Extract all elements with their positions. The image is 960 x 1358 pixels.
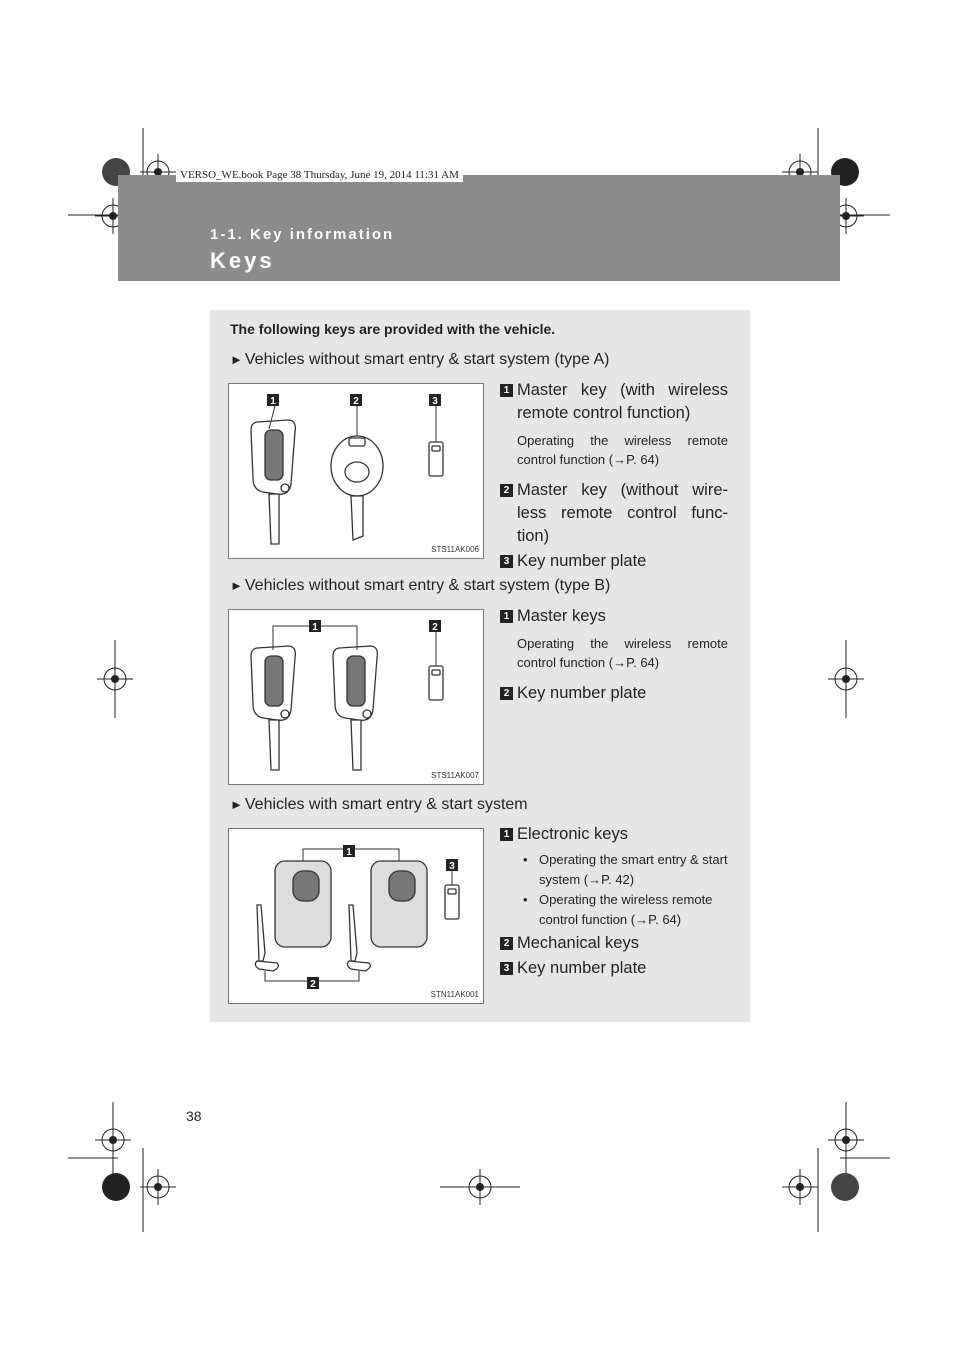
callout-number-icon: 1: [500, 828, 513, 841]
callout-number-icon: 2: [500, 937, 513, 950]
key-illustration-b: [228, 609, 484, 785]
callout-list-b: [500, 605, 728, 705]
callout-list-c: [500, 823, 728, 980]
variant-heading-text: Vehicles without smart entry & start system (type A): [244, 351, 610, 368]
intro-text: The following keys are provided with the vehicle.: [230, 321, 556, 337]
svg-text:2: 2: [432, 622, 438, 633]
page-title: Keys: [210, 248, 275, 273]
callout-label: Master key (without wire-less remote control func-tion): [517, 481, 728, 545]
callout-label: Electronic keys: [517, 825, 628, 843]
callout-number-icon: 3: [500, 962, 513, 975]
callout-number-icon: 1: [500, 610, 513, 623]
callout-label: Key number plate: [517, 684, 647, 702]
section-label: 1-1. Key information: [210, 226, 395, 243]
variant-heading-c: [230, 796, 528, 814]
callout-list-a: [500, 379, 728, 573]
bullet-item: • Operating the smart entry & start system (→P. 42): [517, 850, 728, 890]
svg-text:1: 1: [270, 396, 276, 407]
callout-item: [500, 682, 728, 705]
callout-item: [500, 550, 728, 573]
callout-number-icon: 2: [500, 687, 513, 700]
bullet-item: • Operating the wireless remote control function (→P. 64): [517, 890, 728, 930]
svg-text:3: 3: [449, 861, 455, 872]
svg-text:2: 2: [353, 396, 359, 407]
variant-heading-b: [230, 577, 610, 595]
callout-item: [500, 957, 728, 980]
callout-label: Mechanical keys: [517, 934, 639, 952]
callout-item: [500, 932, 728, 955]
callout-bullets: [500, 850, 728, 930]
callout-label: Key number plate: [517, 552, 647, 570]
callout-note: Operating the wireless remote control function (→P. 64): [517, 636, 728, 670]
page-number: 38: [186, 1108, 202, 1124]
triangle-bullet-icon: ►: [230, 578, 243, 593]
callout-label: Key number plate: [517, 959, 647, 977]
variant-heading-text: Vehicles without smart entry & start system (type B): [244, 577, 611, 594]
print-file-mark: VERSO_WE.book Page 38 Thursday, June 19, 2014 11:31 AM: [176, 168, 463, 182]
triangle-bullet-icon: ►: [230, 352, 243, 367]
callout-label: Master key (with wireless remote control function): [517, 381, 728, 422]
svg-text:3: 3: [432, 396, 438, 407]
callout-number-icon: 2: [500, 484, 513, 497]
svg-text:2: 2: [310, 979, 316, 990]
callout-item: [500, 605, 728, 628]
callout-item: [500, 479, 728, 548]
image-code: STS11AK007: [431, 771, 479, 780]
callout-item: [500, 823, 728, 846]
svg-text:1: 1: [346, 847, 352, 858]
callout-item: [500, 379, 728, 425]
callout-note: Operating the wireless remote control function (→P. 64): [517, 433, 728, 467]
callout-label: Master keys: [517, 607, 606, 625]
image-code: STN11AK001: [430, 990, 479, 999]
key-illustration-a: [228, 383, 484, 559]
variant-heading-a: [230, 351, 609, 369]
callout-number-icon: 1: [500, 384, 513, 397]
svg-text:1: 1: [312, 622, 318, 633]
triangle-bullet-icon: ►: [230, 797, 243, 812]
callout-number-icon: 3: [500, 555, 513, 568]
image-code: STS11AK006: [431, 545, 479, 554]
variant-heading-text: Vehicles with smart entry & start system: [244, 796, 528, 813]
key-illustration-c: [228, 828, 484, 1004]
